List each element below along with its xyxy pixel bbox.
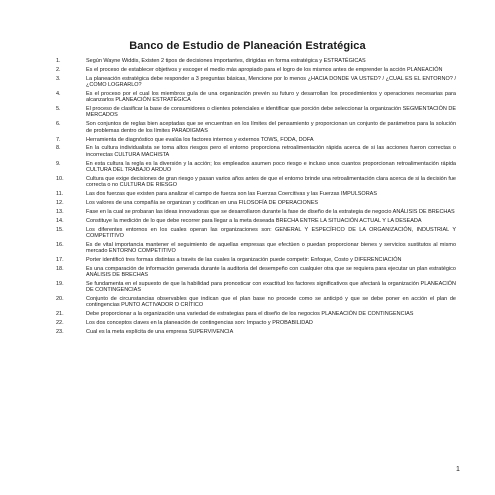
list-item bbox=[56, 137, 456, 143]
list-item bbox=[56, 266, 456, 279]
list-item bbox=[56, 76, 456, 89]
item-number: 22. bbox=[56, 320, 64, 327]
item-number: 20. bbox=[56, 296, 64, 303]
item-number: 10. bbox=[56, 175, 64, 182]
item-text: Conjunto de circunstancias observables que indican que el plan base no procede como se anticipó y que se debe poner en acción el plan de contingencias PUNTO ACTIVADOR O CRÍTICO bbox=[86, 296, 456, 309]
list-item bbox=[56, 218, 456, 224]
list-item bbox=[56, 281, 456, 294]
list-item bbox=[56, 257, 456, 263]
question-list bbox=[56, 58, 456, 335]
page-number: 1 bbox=[456, 466, 460, 473]
item-number: 7. bbox=[56, 136, 61, 143]
list-item bbox=[56, 58, 456, 64]
list-item bbox=[56, 320, 456, 326]
list-item bbox=[56, 209, 456, 215]
item-text: Es de vital importancia mantener el seguimiento de aquellas empresas que efectúen o puedan proporcionar bienes y servicios sustitutos al mismo mercado ENTORNO COMPETITIVO bbox=[86, 241, 456, 255]
item-text: Porter identificó tres formas distintas a través de las cuales la organización puede competir: Enfoque, Costo y DIFERENCIACIÓN bbox=[86, 256, 402, 263]
list-item bbox=[56, 161, 456, 174]
list-item bbox=[56, 311, 456, 317]
item-number: 13. bbox=[56, 208, 64, 215]
item-text: Cultura que exige decisiones de gran riesgo y pasan varios años antes de que el entorno brinde una retroalimentación clara acerca de si la decisión fue correcta o no CULTURA DE RIESGO bbox=[86, 175, 456, 189]
item-number: 23. bbox=[56, 329, 64, 336]
list-item bbox=[56, 91, 456, 104]
list-item bbox=[56, 67, 456, 73]
item-number: 1. bbox=[56, 58, 61, 64]
item-text: Se fundamenta en el supuesto de que la habilidad para pronosticar con exactitud los factores significativos que afectará la organización PLANEACIÓN DE CONTINGENCIAS bbox=[86, 281, 456, 294]
item-number: 11. bbox=[56, 190, 64, 197]
item-text: El proceso de clasificar la base de consumidores o clientes potenciales e identificar que porción debe seleccionar la organización SEGMENTACIÓN DE MERCADOS bbox=[86, 106, 456, 119]
item-number: 17. bbox=[56, 256, 64, 263]
item-text: Fase en la cual se probaran las ideas innovadoras que se desarrollaron durante la fase de diseño de la estrategia de negocio ANÁLISIS DE BRECHAS bbox=[86, 208, 455, 215]
list-item bbox=[56, 106, 456, 119]
item-text: Debe proporcionar a la organización una variedad de estrategias para el diseño de los negocios PLANEACIÓN DE CONTINGENCIAS bbox=[86, 311, 414, 318]
item-number: 9. bbox=[56, 160, 61, 167]
item-number: 12. bbox=[56, 199, 64, 206]
item-text: Según Wayne Widdis, Existen 2 tipos de decisiones importantes, dirigidas en forma estratégica y ESTRATÉGICAS bbox=[86, 58, 366, 64]
item-number: 16. bbox=[56, 241, 64, 248]
list-item bbox=[56, 145, 456, 158]
item-number: 4. bbox=[56, 90, 61, 97]
item-text: La planeación estratégica debe responder a 3 preguntas básicas, Mencione por lo menos ¿HACIA DONDE VA USTED? / ¿CUAL ES EL ENTORNO? / ¿COMO LOGRARLO? bbox=[86, 75, 456, 89]
item-text: Herramienta de diagnóstico que evalúa los factores internos y externos TOWS, FODA, DOFA bbox=[86, 136, 314, 143]
page-title: Banco de Estudio de Planeación Estratégica bbox=[129, 40, 366, 52]
item-number: 2. bbox=[56, 66, 61, 73]
item-text: Es una comparación de información generada durante la auditoria del desempeño con cualquier otra que se requiera para ejecutar un plan estratégico ANÁLISIS DE BRECHAS bbox=[86, 265, 456, 279]
item-text: Los diferentes entornos en los cuales operan las organizaciones son: GENERAL Y ESPECÍFICO DE LA ORGANIZACIÓN, INDUSTRIAL Y COMPETITIVO bbox=[86, 226, 456, 239]
item-number: 19. bbox=[56, 281, 64, 287]
list-item bbox=[56, 227, 456, 240]
list-item bbox=[56, 121, 456, 134]
item-text: Constituye la medición de lo que debe recorrer para llegar a la meta deseada BRECHA ENTRE LA SITUACIÓN ACTUAL Y LA DESEADA bbox=[86, 217, 422, 224]
item-number: 21. bbox=[56, 311, 64, 318]
item-number: 8. bbox=[56, 145, 61, 152]
list-item bbox=[56, 176, 456, 189]
item-text: Las dos fuerzas que existen para analizar el campo de fuerza son las Fuerzas Coercitivas y las Fuerzas IMPULSORAS bbox=[86, 190, 378, 197]
item-text: Los dos conceptos claves en la planeación de contingencias son: Impacto y PROBABILIDAD bbox=[86, 320, 313, 327]
list-item bbox=[56, 329, 456, 335]
item-text: Son conjuntos de reglas bien aceptadas que se encuentran en los límites del pensamiento y proporcionan un conjunto de parámetros para la solución de problemas dentro de los límites PARADIGMAS bbox=[86, 121, 456, 134]
item-number: 15. bbox=[56, 226, 64, 233]
item-number: 6. bbox=[56, 121, 61, 128]
item-number: 3. bbox=[56, 75, 61, 82]
item-text: Es el proceso de establecer objetivos y escoger el medio más apropiado para el logro de los mismos antes de emprender la acción PLANEACIÓN bbox=[86, 66, 443, 73]
list-item bbox=[56, 242, 456, 255]
item-text: Es el proceso por el cual los miembros guía de una organización prevén su futuro y desarrollan los procedimientos y operaciones necesarias para alcanzarlos PLANEACIÓN ESTRATÉGICA bbox=[86, 90, 456, 104]
item-number: 5. bbox=[56, 106, 61, 113]
item-text: En la cultura individualista se toma altos riesgos pero el entorno proporciona retroalimentación rápida acerca de si las acciones fueron correctas o incorrectas CULTURA MACHISTA bbox=[86, 145, 456, 158]
item-text: Cual es la meta explícita de una empresa SUPERVIVENCIA bbox=[86, 329, 234, 336]
list-item bbox=[56, 200, 456, 206]
list-item bbox=[56, 296, 456, 309]
list-item bbox=[56, 191, 456, 197]
item-number: 18. bbox=[56, 265, 64, 272]
item-number: 14. bbox=[56, 217, 64, 224]
item-text: En esta cultura la regla es la diversión y la acción; los empleados asumen poco riesgo e incluso unos cuantos proporcionan retroalimentación rápida CULTURA DEL TRABAJO ARDUO bbox=[86, 160, 456, 173]
item-text: Los valores de una compañía se organizan y codifican en una FILOSOFÍA DE OPERACIONES bbox=[86, 199, 319, 206]
